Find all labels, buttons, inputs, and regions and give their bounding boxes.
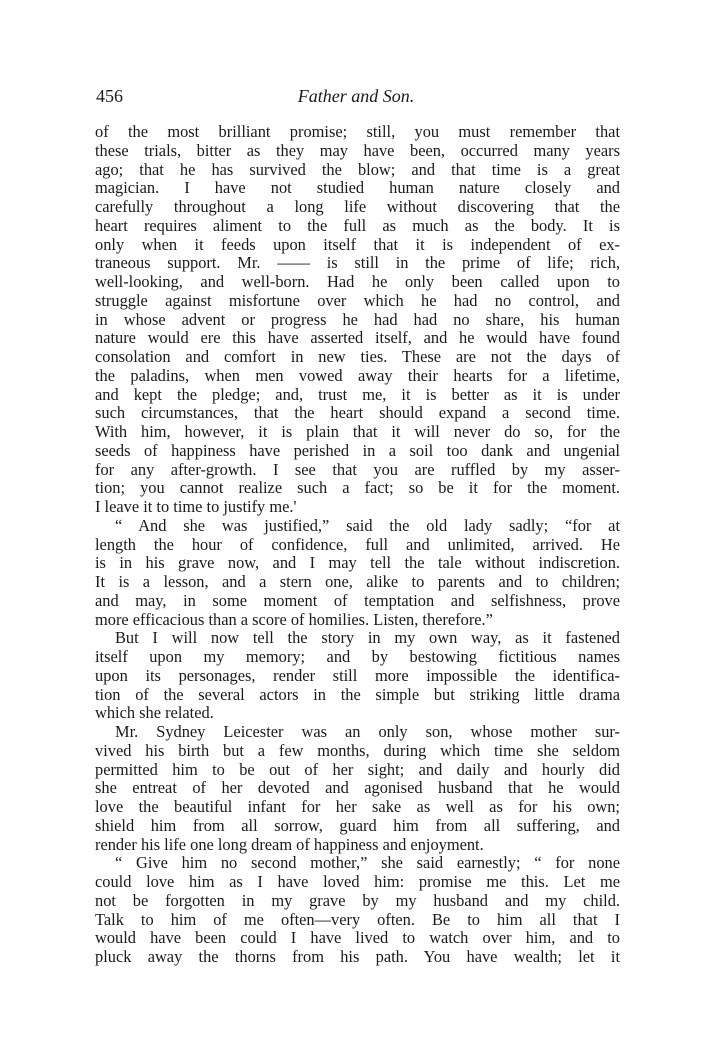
text-line: the paladins, when men vowed away their hearts for a lifetime, (95, 365, 620, 385)
text-line: these trials, bitter as they may have been, occurred many years (95, 140, 620, 160)
text-line: magician. I have not studied human nature closely and (95, 178, 620, 198)
text-line: itself upon my memory; and by bestowing fictitious names (95, 647, 620, 666)
text-line: Mr. Sydney Leicester was an only son, whose mother sur- (115, 722, 620, 741)
text-line: of the most brilliant promise; still, you must remember that (95, 122, 620, 141)
text-line: heart requires aliment to the full as much as the body. It is (95, 215, 620, 235)
text-line: more efficacious than a score of homilies. Listen, therefore.” (95, 609, 493, 629)
text-line: only when it feeds upon itself that it is independent of ex- (95, 234, 620, 254)
text-line: shield him from all sorrow, guard him from all suffering, and (95, 815, 620, 835)
text-line: “ And she was justified,” said the old lady sadly; “for at (115, 515, 620, 535)
body-text (95, 123, 620, 967)
text-line: carefully throughout a long life without discovering that the (95, 197, 620, 216)
running-head (96, 86, 616, 108)
text-line: With him, however, it is plain that it will never do so, for the (95, 422, 620, 441)
text-line: for any after-growth. I see that you are ruffled by my asser- (95, 459, 620, 479)
text-line: not be forgotten in my grave by my husband and my child. (95, 890, 620, 910)
text-line: would have been could I have lived to watch over him, and to (95, 928, 620, 948)
text-line: nature would ere this have asserted itself, and he would have found (95, 328, 620, 348)
text-line: well-looking, and well-born. Had he only been called upon to (95, 272, 620, 291)
text-line: ago; that he has survived the blow; and that time is a great (95, 159, 620, 179)
text-line: permitted him to be out of her sight; and daily and hourly did (95, 759, 620, 779)
text-line: But I will now tell the story in my own way, as it fastened (115, 628, 620, 648)
running-title: Father and Son. (297, 86, 415, 106)
text-line: in whose advent or progress he had had no share, his human (95, 309, 620, 329)
text-line: and kept the pledge; and, trust me, it is better as it is under (95, 384, 620, 404)
text-line: tion; you cannot realize such a fact; so be it for the moment. (95, 478, 620, 498)
text-line: pluck away the thorns from his path. You have wealth; let it (95, 947, 620, 966)
text-line: she entreat of her devoted and agonised husband that he would (95, 778, 620, 798)
text-line: seeds of happiness have perished in a soil too dank and ungenial (95, 440, 620, 460)
text-line: love the beautiful infant for her sake as well as for his own; (95, 797, 620, 816)
text-line: is in his grave now, and I may tell the tale without indiscretion. (95, 553, 620, 573)
text-line: I leave it to time to justify me.' (95, 497, 297, 516)
text-line: “ Give him no second mother,” she said earnestly; “ for none (115, 853, 620, 873)
text-line: It is a lesson, and a stern one, alike to parents and to children; (95, 572, 620, 591)
text-line: vived his birth but a few months, during which time she seldom (95, 740, 620, 760)
text-line: struggle against misfortune over which he had no control, and (95, 290, 620, 310)
text-line: length the hour of confidence, full and unlimited, arrived. He (95, 534, 620, 554)
text-line: Talk to him of me often—very often. Be to him all that I (95, 909, 620, 929)
text-line: render his life one long dream of happiness and enjoyment. (95, 834, 484, 854)
text-line: and may, in some moment of temptation and selfishness, prove (95, 590, 620, 610)
page-number: 456 (96, 86, 123, 106)
text-line: could love him as I have loved him: promise me this. Let me (95, 872, 620, 891)
text-line: tion of the several actors in the simple but striking little drama (95, 684, 620, 704)
text-line: traneous support. Mr. —— is still in the prime of life; rich, (95, 253, 620, 273)
text-line: upon its personages, render still more impossible the identifica- (95, 665, 620, 685)
text-line: consolation and comfort in new ties. These are not the days of (95, 347, 620, 366)
text-line: such circumstances, that the heart should expand a second time. (95, 403, 620, 423)
text-line: which she related. (95, 703, 214, 723)
